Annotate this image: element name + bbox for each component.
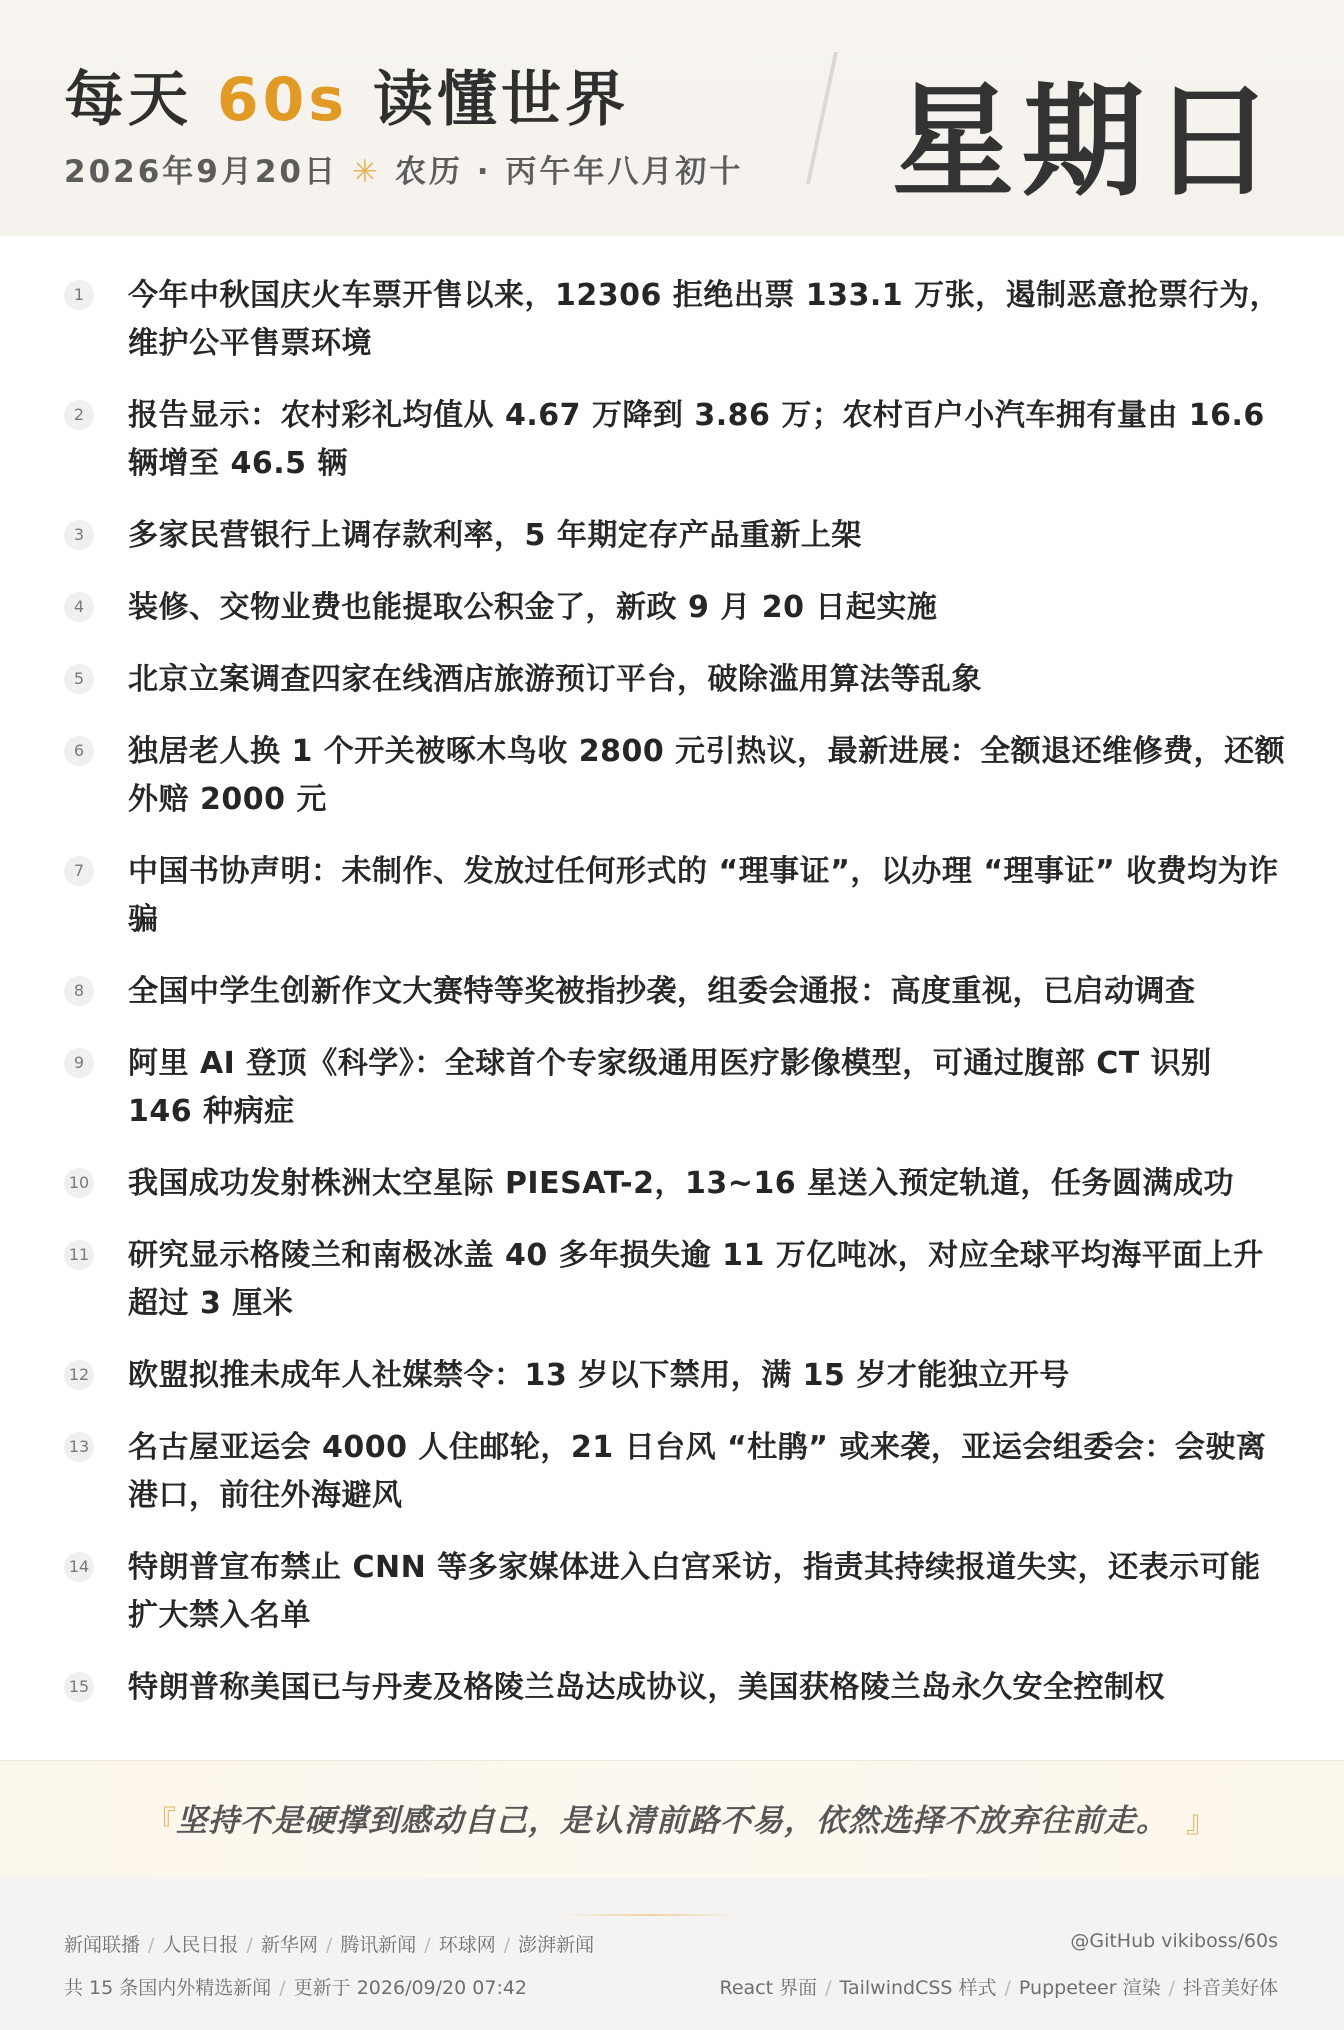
news-text: 特朗普宣布禁止 CNN 等多家媒体进入白宫采访，指责其持续报道失实，还表示可能扩大禁入名单 bbox=[128, 1550, 1261, 1633]
item-number-badge: 4 bbox=[64, 592, 94, 622]
item-number-badge: 1 bbox=[64, 280, 94, 310]
news-text: 多家民营银行上调存款利率，5 年期定存产品重新上架 bbox=[128, 518, 862, 553]
title-accent: 60s bbox=[216, 65, 349, 135]
tech-item: React 界面 bbox=[719, 1977, 818, 1999]
github-credit-link[interactable]: @GitHub vikiboss/60s bbox=[1070, 1930, 1278, 1952]
news-count: 共 15 条国内外精选新闻 bbox=[64, 1977, 272, 1999]
news-list bbox=[0, 236, 1344, 1760]
source-link[interactable]: 新闻联播 bbox=[64, 1934, 141, 1956]
news-text: 独居老人换 1 个开关被啄木鸟收 2800 元引热议，最新进展：全额退还维修费，还额外赔 2000 元 bbox=[128, 734, 1286, 817]
tech-stack: React 界面 / TailwindCSS 样式 / Puppeteer 渲染 / 抖音美好体 bbox=[719, 1977, 1278, 1999]
quote-close-mark: 』 bbox=[1186, 1805, 1216, 1840]
page-header bbox=[0, 0, 1344, 237]
item-number-badge: 6 bbox=[64, 736, 94, 766]
source-link[interactable]: 人民日报 bbox=[162, 1934, 239, 1956]
item-number-badge: 15 bbox=[64, 1672, 94, 1702]
news-text: 研究显示格陵兰和南极冰盖 40 多年损失逾 11 万亿吨冰，对应全球平均海平面上升超过 3 厘米 bbox=[128, 1238, 1264, 1321]
quote-open-mark: 『 bbox=[146, 1805, 176, 1840]
news-text: 我国成功发射株洲太空星际 PIESAT-2，13~16 星送入预定轨道，任务圆满成功 bbox=[128, 1166, 1235, 1201]
divider-slash bbox=[806, 52, 838, 184]
news-text: 装修、交物业费也能提取公积金了，新政 9 月 20 日起实施 bbox=[128, 590, 938, 625]
asterisk-icon: ✳ bbox=[352, 154, 381, 190]
lunar-date: 农历 · 丙午年八月初十 bbox=[394, 154, 744, 190]
item-number-badge: 10 bbox=[64, 1168, 94, 1198]
item-number-badge: 12 bbox=[64, 1360, 94, 1390]
item-number-badge: 7 bbox=[64, 856, 94, 886]
news-text: 北京立案调查四家在线酒店旅游预订平台，破除滥用算法等乱象 bbox=[128, 662, 982, 697]
source-link[interactable]: 新华网 bbox=[260, 1934, 318, 1956]
title-prefix: 每天 bbox=[64, 65, 217, 135]
news-text: 阿里 AI 登顶《科学》：全球首个专家级通用医疗影像模型，可通过腹部 CT 识别 146 种病症 bbox=[128, 1046, 1212, 1129]
item-number-badge: 13 bbox=[64, 1432, 94, 1462]
gregorian-date: 2026年9月20日 bbox=[64, 154, 338, 190]
item-number-badge: 11 bbox=[64, 1240, 94, 1270]
news-text: 今年中秋国庆火车票开售以来，12306 拒绝出票 133.1 万张，遏制恶意抢票行为，维护公平售票环境 bbox=[128, 278, 1281, 361]
date-line bbox=[64, 146, 743, 191]
daily-quote bbox=[0, 1760, 1344, 1880]
footer-decoration bbox=[560, 1914, 740, 1916]
tech-item: TailwindCSS 样式 bbox=[839, 1977, 997, 1999]
tech-item: 抖音美好体 bbox=[1182, 1977, 1278, 1999]
page-title bbox=[64, 52, 629, 138]
item-number-badge: 5 bbox=[64, 664, 94, 694]
news-text: 名古屋亚运会 4000 人住邮轮，21 日台风 “杜鹃” 或来袭，亚运会组委会：会驶离港口，前往外海避风 bbox=[128, 1430, 1267, 1513]
item-number-badge: 2 bbox=[64, 400, 94, 430]
quote-text: 坚持不是硬撑到感动自己，是认清前路不易，依然选择不放弃往前走。 bbox=[176, 1803, 1168, 1839]
item-number-badge: 9 bbox=[64, 1048, 94, 1078]
meta-info: 共 15 条国内外精选新闻 / 更新于 2026/09/20 07:42 bbox=[64, 1977, 528, 1999]
item-number-badge: 8 bbox=[64, 976, 94, 1006]
news-text: 欧盟拟推未成年人社媒禁令：13 岁以下禁用，满 15 岁才能独立开号 bbox=[128, 1358, 1070, 1393]
news-text: 报告显示：农村彩礼均值从 4.67 万降到 3.86 万；农村百户小汽车拥有量由 16.6 辆增至 46.5 辆 bbox=[128, 398, 1265, 481]
update-time: 更新于 2026/09/20 07:42 bbox=[293, 1977, 528, 1999]
news-text: 中国书协声明：未制作、发放过任何形式的 “理事证”，以办理 “理事证” 收费均为诈骗 bbox=[128, 854, 1279, 937]
weekday-label: 星期日 bbox=[892, 71, 1282, 213]
tech-item: Puppeteer 渲染 bbox=[1018, 1977, 1161, 1999]
source-list: 新闻联播 / 人民日报 / 新华网 / 腾讯新闻 / 环球网 / 澎湃新闻 bbox=[64, 1934, 595, 1956]
news-text: 全国中学生创新作文大赛特等奖被指抄袭，组委会通报：高度重视，已启动调查 bbox=[128, 974, 1196, 1009]
item-number-badge: 14 bbox=[64, 1552, 94, 1582]
title-suffix: 读懂世界 bbox=[348, 65, 629, 135]
item-number-badge: 3 bbox=[64, 520, 94, 550]
page-footer bbox=[0, 1878, 1344, 2030]
source-link[interactable]: 腾讯新闻 bbox=[340, 1934, 417, 1956]
news-text: 特朗普称美国已与丹麦及格陵兰岛达成协议，美国获格陵兰岛永久安全控制权 bbox=[128, 1670, 1165, 1705]
source-link[interactable]: 环球网 bbox=[438, 1934, 496, 1956]
source-link[interactable]: 澎湃新闻 bbox=[518, 1934, 595, 1956]
